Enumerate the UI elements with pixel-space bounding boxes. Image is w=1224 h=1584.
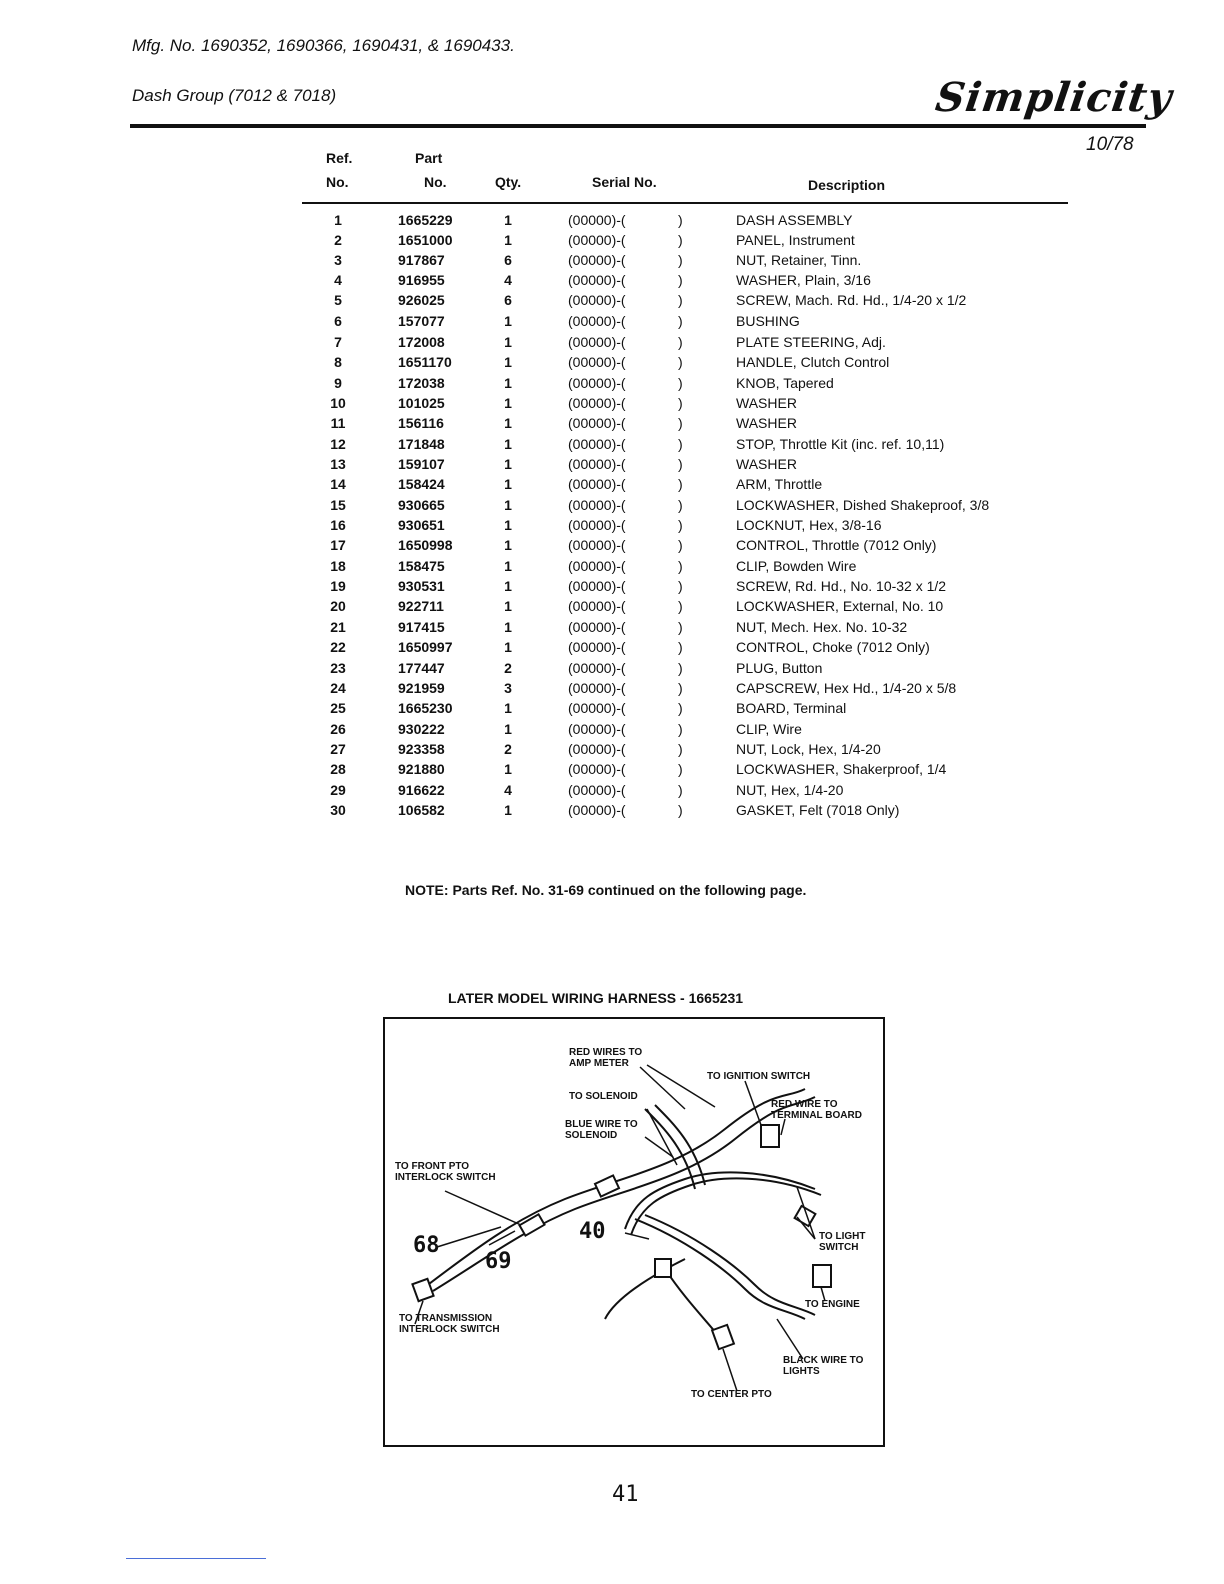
col-desc-label: Description xyxy=(808,177,886,193)
qty-cell: 6 xyxy=(504,252,512,268)
ref-cell: 5 xyxy=(334,292,342,308)
serial-cell: (00000)-( xyxy=(568,558,626,574)
description-cell: WASHER xyxy=(736,456,797,472)
description-cell: SCREW, Mach. Rd. Hd., 1/4-20 x 1/2 xyxy=(736,292,967,308)
table-row xyxy=(0,395,1224,415)
serial-close-cell: ) xyxy=(678,741,683,757)
part-number-cell: 172038 xyxy=(398,375,445,391)
ref-cell: 8 xyxy=(334,354,342,370)
description-cell: CONTROL, Choke (7012 Only) xyxy=(736,639,930,655)
qty-cell: 1 xyxy=(504,558,512,574)
qty-cell: 1 xyxy=(504,476,512,492)
serial-cell: (00000)-( xyxy=(568,456,626,472)
serial-close-cell: ) xyxy=(678,252,683,268)
table-row xyxy=(0,375,1224,395)
serial-cell: (00000)-( xyxy=(568,415,626,431)
ref-cell: 23 xyxy=(330,660,346,676)
qty-cell: 1 xyxy=(504,436,512,452)
table-row xyxy=(0,680,1224,700)
part-number-cell: 1651170 xyxy=(398,354,452,370)
ref-cell: 17 xyxy=(330,537,346,553)
description-cell: BOARD, Terminal xyxy=(736,700,847,716)
label-red-wires: RED WIRES TO AMP METER xyxy=(569,1047,643,1069)
ref-cell: 27 xyxy=(330,741,346,757)
description-cell: PLATE STEERING, Adj. xyxy=(736,334,886,350)
table-row xyxy=(0,334,1224,354)
part-number-cell: 158475 xyxy=(398,558,445,574)
ref-cell: 12 xyxy=(330,436,346,452)
qty-cell: 1 xyxy=(504,313,512,329)
table-row xyxy=(0,578,1224,598)
table-row xyxy=(0,232,1224,252)
part-number-cell: 916622 xyxy=(398,782,445,798)
col-ref-label: Ref. xyxy=(326,150,353,166)
qty-cell: 1 xyxy=(504,537,512,553)
serial-close-cell: ) xyxy=(678,537,683,553)
label-black-lights: BLACK WIRE TO LIGHTS xyxy=(783,1355,864,1377)
table-row xyxy=(0,456,1224,476)
description-cell: GASKET, Felt (7018 Only) xyxy=(736,802,900,818)
label-engine: TO ENGINE xyxy=(805,1299,860,1310)
serial-close-cell: ) xyxy=(678,497,683,513)
part-number-cell: 157077 xyxy=(398,313,445,329)
serial-cell: (00000)-( xyxy=(568,660,626,676)
serial-cell: (00000)-( xyxy=(568,761,626,777)
part-number-cell: 921959 xyxy=(398,680,445,696)
mfg-numbers: Mfg. No. 1690352, 1690366, 1690431, & 1690433. xyxy=(132,36,515,55)
table-row xyxy=(0,537,1224,557)
qty-cell: 4 xyxy=(504,272,512,288)
wiring-harness-figure xyxy=(383,1017,885,1447)
serial-close-cell: ) xyxy=(678,782,683,798)
qty-cell: 2 xyxy=(504,660,512,676)
ref-cell: 26 xyxy=(330,721,346,737)
qty-cell: 1 xyxy=(504,639,512,655)
serial-cell: (00000)-( xyxy=(568,436,626,452)
callout-68: 68 xyxy=(413,1233,440,1258)
qty-cell: 1 xyxy=(504,212,512,228)
part-number-cell: 171848 xyxy=(398,436,445,452)
table-row xyxy=(0,313,1224,333)
table-row xyxy=(0,558,1224,578)
qty-cell: 1 xyxy=(504,232,512,248)
qty-cell: 1 xyxy=(504,700,512,716)
table-row xyxy=(0,639,1224,659)
label-center-pto: TO CENTER PTO xyxy=(691,1389,772,1400)
header-rule xyxy=(130,124,1146,128)
description-cell: CAPSCREW, Hex Hd., 1/4-20 x 5/8 xyxy=(736,680,957,696)
serial-cell: (00000)-( xyxy=(568,619,626,635)
serial-cell: (00000)-( xyxy=(568,598,626,614)
serial-cell: (00000)-( xyxy=(568,680,626,696)
part-number-cell: 172008 xyxy=(398,334,445,350)
description-cell: NUT, Mech. Hex. No. 10-32 xyxy=(736,619,908,635)
description-cell: PANEL, Instrument xyxy=(736,232,855,248)
part-number-cell: 101025 xyxy=(398,395,445,411)
ref-cell: 18 xyxy=(330,558,346,574)
qty-cell: 2 xyxy=(504,741,512,757)
part-number-cell: 922711 xyxy=(398,598,444,614)
ref-cell: 19 xyxy=(330,578,346,594)
part-number-cell: 930665 xyxy=(398,497,445,513)
table-row xyxy=(0,517,1224,537)
part-number-cell: 159107 xyxy=(398,456,445,472)
part-number-cell: 917867 xyxy=(398,252,445,268)
qty-cell: 1 xyxy=(504,375,512,391)
qty-cell: 1 xyxy=(504,456,512,472)
description-cell: LOCKNUT, Hex, 3/8-16 xyxy=(736,517,882,533)
qty-cell: 1 xyxy=(504,619,512,635)
qty-cell: 6 xyxy=(504,292,512,308)
ref-cell: 13 xyxy=(330,456,346,472)
table-row xyxy=(0,436,1224,456)
part-number-cell: 923358 xyxy=(398,741,445,757)
group-title: Dash Group (7012 & 7018) xyxy=(132,86,337,105)
part-number-cell: 916955 xyxy=(398,272,445,288)
ref-cell: 24 xyxy=(330,680,346,696)
serial-cell: (00000)-( xyxy=(568,334,626,350)
serial-cell: (00000)-( xyxy=(568,272,626,288)
table-row xyxy=(0,354,1224,374)
label-blue-solenoid: BLUE WIRE TO SOLENOID xyxy=(565,1119,638,1141)
description-cell: NUT, Retainer, Tinn. xyxy=(736,252,862,268)
description-cell: WASHER xyxy=(736,395,797,411)
footer-line xyxy=(126,1558,266,1559)
revision-date: 10/78 xyxy=(1086,134,1134,155)
serial-close-cell: ) xyxy=(678,558,683,574)
description-cell: NUT, Hex, 1/4-20 xyxy=(736,782,844,798)
ref-cell: 6 xyxy=(334,313,342,329)
qty-cell: 1 xyxy=(504,354,512,370)
part-number-cell: 1650997 xyxy=(398,639,453,655)
ref-cell: 15 xyxy=(330,497,346,513)
table-row xyxy=(0,761,1224,781)
serial-cell: (00000)-( xyxy=(568,497,626,513)
qty-cell: 1 xyxy=(504,802,512,818)
part-number-cell: 917415 xyxy=(398,619,445,635)
serial-close-cell: ) xyxy=(678,680,683,696)
serial-close-cell: ) xyxy=(678,415,683,431)
description-cell: NUT, Lock, Hex, 1/4-20 xyxy=(736,741,881,757)
label-front-pto: TO FRONT PTO INTERLOCK SWITCH xyxy=(395,1161,496,1183)
ref-cell: 4 xyxy=(334,272,342,288)
ref-cell: 20 xyxy=(330,598,346,614)
description-cell: HANDLE, Clutch Control xyxy=(736,354,890,370)
serial-cell: (00000)-( xyxy=(568,252,626,268)
part-number-cell: 1651000 xyxy=(398,232,453,248)
part-number-cell: 156116 xyxy=(398,415,444,431)
serial-cell: (00000)-( xyxy=(568,802,626,818)
part-number-cell: 177447 xyxy=(398,660,445,676)
ref-cell: 9 xyxy=(334,375,342,391)
serial-cell: (00000)-( xyxy=(568,578,626,594)
col-serial-label: Serial No. xyxy=(592,174,657,190)
description-cell: BUSHING xyxy=(736,313,800,329)
part-number-cell: 930222 xyxy=(398,721,445,737)
ref-cell: 22 xyxy=(330,639,346,655)
part-number-cell: 1665230 xyxy=(398,700,453,716)
table-row xyxy=(0,660,1224,680)
ref-cell: 21 xyxy=(330,619,346,635)
ref-cell: 3 xyxy=(334,252,342,268)
table-row xyxy=(0,272,1224,292)
serial-cell: (00000)-( xyxy=(568,395,626,411)
serial-close-cell: ) xyxy=(678,721,683,737)
serial-close-cell: ) xyxy=(678,395,683,411)
serial-close-cell: ) xyxy=(678,802,683,818)
description-cell: LOCKWASHER, External, No. 10 xyxy=(736,598,944,614)
table-row xyxy=(0,598,1224,618)
ref-cell: 30 xyxy=(330,802,346,818)
callout-69: 69 xyxy=(485,1249,512,1274)
qty-cell: 1 xyxy=(504,598,512,614)
table-row xyxy=(0,741,1224,761)
serial-cell: (00000)-( xyxy=(568,232,626,248)
col-part-label-2: No. xyxy=(424,174,447,190)
serial-close-cell: ) xyxy=(678,313,683,329)
callout-40: 40 xyxy=(579,1219,606,1244)
table-row xyxy=(0,476,1224,496)
description-cell: STOP, Throttle Kit (inc. ref. 10,11) xyxy=(736,436,945,452)
serial-close-cell: ) xyxy=(678,436,683,452)
table-row xyxy=(0,252,1224,272)
description-cell: WASHER, Plain, 3/16 xyxy=(736,272,871,288)
serial-cell: (00000)-( xyxy=(568,313,626,329)
qty-cell: 1 xyxy=(504,721,512,737)
qty-cell: 1 xyxy=(504,761,512,777)
description-cell: DASH ASSEMBLY xyxy=(736,212,853,228)
serial-close-cell: ) xyxy=(678,639,683,655)
part-number-cell: 158424 xyxy=(398,476,445,492)
table-row xyxy=(0,212,1224,232)
label-transmission: TO TRANSMISSION INTERLOCK SWITCH xyxy=(399,1313,500,1335)
qty-cell: 1 xyxy=(504,578,512,594)
table-row xyxy=(0,497,1224,517)
continuation-note: NOTE: Parts Ref. No. 31-69 continued on the following page. xyxy=(405,882,807,898)
ref-cell: 14 xyxy=(330,476,346,492)
part-number-cell: 930531 xyxy=(398,578,445,594)
col-ref-label-2: No. xyxy=(326,174,349,190)
serial-close-cell: ) xyxy=(678,517,683,533)
serial-cell: (00000)-( xyxy=(568,476,626,492)
description-cell: LOCKWASHER, Shakerproof, 1/4 xyxy=(736,761,947,777)
description-cell: CONTROL, Throttle (7012 Only) xyxy=(736,537,937,553)
serial-cell: (00000)-( xyxy=(568,375,626,391)
ref-cell: 11 xyxy=(330,415,346,431)
serial-close-cell: ) xyxy=(678,660,683,676)
qty-cell: 1 xyxy=(504,334,512,350)
ref-cell: 1 xyxy=(334,212,342,228)
qty-cell: 1 xyxy=(504,395,512,411)
qty-cell: 4 xyxy=(504,782,512,798)
serial-close-cell: ) xyxy=(678,700,683,716)
serial-close-cell: ) xyxy=(678,761,683,777)
ref-cell: 7 xyxy=(334,334,342,350)
ref-cell: 28 xyxy=(330,761,346,777)
qty-cell: 1 xyxy=(504,497,512,513)
serial-cell: (00000)-( xyxy=(568,741,626,757)
description-cell: LOCKWASHER, Dished Shakeproof, 3/8 xyxy=(736,497,990,513)
table-row xyxy=(0,802,1224,822)
serial-close-cell: ) xyxy=(678,375,683,391)
label-red-terminal: RED WIRE TO TERMINAL BOARD xyxy=(771,1099,862,1121)
description-cell: CLIP, Wire xyxy=(736,721,802,737)
table-row xyxy=(0,415,1224,435)
ref-cell: 10 xyxy=(330,395,346,411)
ref-cell: 29 xyxy=(330,782,346,798)
table-row xyxy=(0,721,1224,741)
serial-cell: (00000)-( xyxy=(568,354,626,370)
serial-cell: (00000)-( xyxy=(568,639,626,655)
serial-cell: (00000)-( xyxy=(568,292,626,308)
serial-close-cell: ) xyxy=(678,272,683,288)
table-row xyxy=(0,700,1224,720)
serial-close-cell: ) xyxy=(678,619,683,635)
serial-cell: (00000)-( xyxy=(568,537,626,553)
ref-cell: 25 xyxy=(330,700,346,716)
page-number: 41 xyxy=(612,1482,639,1507)
serial-cell: (00000)-( xyxy=(568,212,626,228)
serial-close-cell: ) xyxy=(678,212,683,228)
description-cell: WASHER xyxy=(736,415,797,431)
ref-cell: 16 xyxy=(330,517,346,533)
description-cell: PLUG, Button xyxy=(736,660,823,676)
serial-close-cell: ) xyxy=(678,578,683,594)
qty-cell: 3 xyxy=(504,680,512,696)
table-row xyxy=(0,619,1224,639)
serial-cell: (00000)-( xyxy=(568,721,626,737)
part-number-cell: 921880 xyxy=(398,761,445,777)
serial-cell: (00000)-( xyxy=(568,700,626,716)
table-row xyxy=(0,782,1224,802)
table-row xyxy=(0,292,1224,312)
label-light-switch: TO LIGHT SWITCH xyxy=(819,1231,866,1253)
qty-cell: 1 xyxy=(504,415,512,431)
part-number-cell: 1650998 xyxy=(398,537,453,553)
col-part-label: Part xyxy=(415,150,443,166)
serial-cell: (00000)-( xyxy=(568,517,626,533)
ref-cell: 2 xyxy=(334,232,342,248)
label-solenoid: TO SOLENOID xyxy=(569,1091,638,1102)
part-number-cell: 930651 xyxy=(398,517,445,533)
serial-close-cell: ) xyxy=(678,598,683,614)
description-cell: ARM, Throttle xyxy=(736,476,823,492)
serial-close-cell: ) xyxy=(678,456,683,472)
col-qty-label: Qty. xyxy=(495,174,522,190)
serial-close-cell: ) xyxy=(678,292,683,308)
serial-close-cell: ) xyxy=(678,354,683,370)
serial-close-cell: ) xyxy=(678,476,683,492)
description-cell: KNOB, Tapered xyxy=(736,375,834,391)
serial-close-cell: ) xyxy=(678,232,683,248)
figure-title: LATER MODEL WIRING HARNESS - 1665231 xyxy=(448,990,744,1006)
serial-close-cell: ) xyxy=(678,334,683,350)
harness-drawing xyxy=(385,1019,883,1445)
qty-cell: 1 xyxy=(504,517,512,533)
serial-cell: (00000)-( xyxy=(568,782,626,798)
part-number-cell: 106582 xyxy=(398,802,445,818)
table-rule xyxy=(302,202,1068,204)
brand-logo: Simplicity xyxy=(932,74,1176,121)
part-number-cell: 1665229 xyxy=(398,212,453,228)
part-number-cell: 926025 xyxy=(398,292,445,308)
label-ignition: TO IGNITION SWITCH xyxy=(707,1071,811,1082)
description-cell: CLIP, Bowden Wire xyxy=(736,558,857,574)
description-cell: SCREW, Rd. Hd., No. 10-32 x 1/2 xyxy=(736,578,947,594)
